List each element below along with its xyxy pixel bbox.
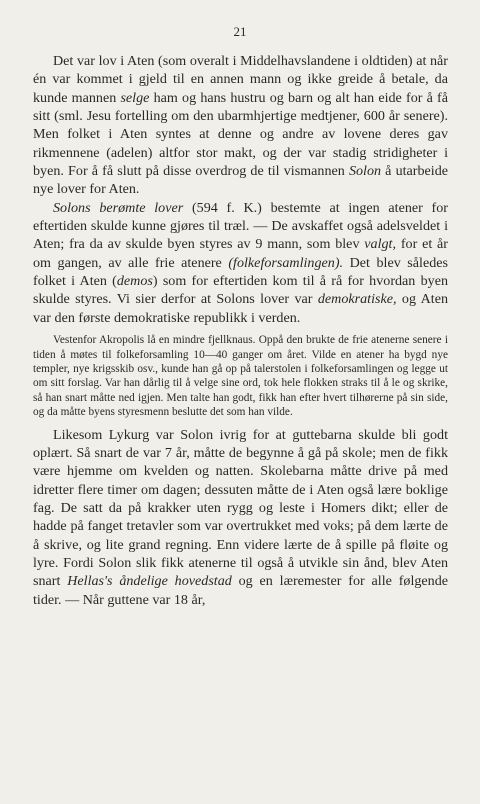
emphasis-selge: selge <box>120 89 150 106</box>
emphasis-solon: Solon <box>348 163 382 180</box>
paragraph-folkeforsamling-note: Vestenfor Akropolis lå en mindre fjellknaus. Oppå den brukte de frie atenerne senere i tiden å møtes til folkeforsamling 10—40 ganger om året. Vilde en atener ha bygd nye templer, nye krigsskib osv., kunde han gå op på talerstolen i folkeforsamlingen og legge ut om sitt forslag. Var han dårlig til å velge sine ord, tok hele flokken straks til å le og skrike, så han snart måtte ned igjen. Men talte han godt, fikk han efter hvert tilhørerne på sin side, og da måtte byens styresmenn beslutte det som han vilde. <box>33 334 448 419</box>
emphasis-hellas-hovedstad: Hellas's åndelige hovedstad <box>67 573 232 590</box>
page-number: 21 <box>233 24 247 39</box>
paragraph-solon-intro: Det var lov i Aten (som overalt i Middelhavslandene i oldtiden) at når én var kommet i gjeld til en annen mann og ikke greide å betale, da kunde mannen selge ham og hans hustru og barn og alt han eide for å få sitt (sml. Jesu fortelling om den ubarmhjertige medtjener, 600 år senere). Men folket i Aten syntes at denne og andre av lovene deres gav rikmennene (adelen) altfor stor makt, og der var stadig stridigheter i byen. For å få slutt på disse overdrog de til vismannen Solon å utarbeide nye lover for Aten. <box>33 53 449 198</box>
paragraph-solon-laws: Solons berømte lover (594 f. K.) bestemte at ingen atener for eftertiden skulde kunne gjøres til træl. — De avskaffet også adelsveldet i Aten; fra da av skulde byen styres av 9 mann, som blev valgt, for et år om gangen, av alle frie atenere (folkeforsamlingen). Det blev således folket i Aten (demos) som for eftertiden kom til å rå for hvordan byen skulde styres. Vi sier derfor at Solons lover var demokratiske, og Aten var den første demokratiske republikk i verden. <box>33 199 449 326</box>
emphasis-demokratiske: demokratiske, <box>317 291 397 308</box>
emphasis-demos: demos <box>116 273 153 290</box>
emphasis-valgt: valgt, <box>364 236 397 253</box>
paragraph-education: Likesom Lykurg var Solon ivrig for at guttebarna skulde bli godt oplært. Så snart de var 7 år, måtte de begynne å gå på skole; men de fikk være hjemme om kvelden og natten. Skolebarna måtte drive på med idretter flere timer om dagen; dessuten måtte de i Aten også lære boklige fag. De satt da på krakker uten rygg og leste i Homers dikt; eller de hadde på fanget tretavler som var overtrukket med voks; på dem lærte de å skrive, og lite grand regning. Enn videre lærte de å spille på fløite og lyre. Fordi Solon slik fikk atenerne til også å utvikle sin ånd, blev Aten snart Hellas's åndelige hovedstad og en læremester for alle følgende tider. — Når guttene var 18 år, <box>33 426 449 608</box>
page-text <box>33 52 448 609</box>
emphasis-folkeforsamlingen: (folkeforsamlingen). <box>228 254 344 271</box>
emphasis-solons-lover: Solons berømte lover <box>53 199 184 216</box>
